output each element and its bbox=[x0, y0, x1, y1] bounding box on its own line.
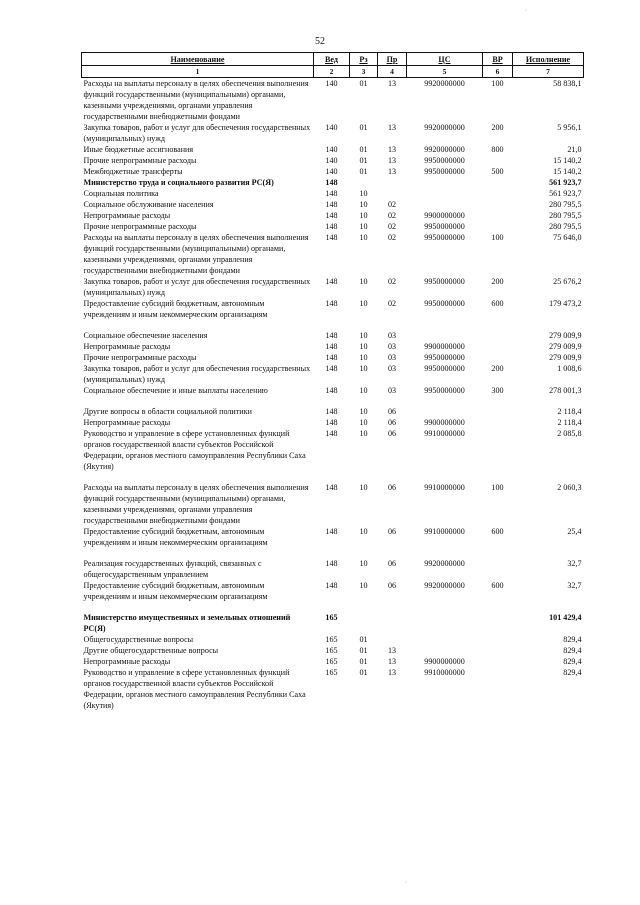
row-pr: 02 bbox=[387, 211, 397, 220]
row-pr: 13 bbox=[387, 657, 397, 666]
row-amount: 32,7 bbox=[567, 559, 582, 568]
row-cs: 9950000000 bbox=[424, 364, 465, 373]
table-row bbox=[82, 526, 584, 548]
row-ved: 140 bbox=[325, 167, 338, 176]
table-row bbox=[82, 363, 584, 385]
table-row bbox=[82, 298, 584, 320]
column-number: 4 bbox=[378, 66, 407, 78]
row-vr: 100 bbox=[491, 79, 504, 88]
row-name: Прочие непрограммные расходы bbox=[83, 156, 197, 165]
row-pr: 13 bbox=[387, 123, 397, 132]
row-cs: 9910000000 bbox=[424, 527, 465, 536]
spacer-row bbox=[82, 396, 584, 406]
row-amount: 2 060,3 bbox=[557, 483, 582, 492]
row-pr: 02 bbox=[387, 277, 397, 286]
row-amount: 2 085,8 bbox=[557, 429, 582, 438]
row-name: Непрограммные расходы bbox=[83, 657, 171, 666]
row-amount: 829,4 bbox=[563, 635, 582, 644]
row-name: Прочие непрограммные расходы bbox=[83, 222, 197, 231]
row-rz: 10 bbox=[359, 581, 368, 590]
table-row bbox=[82, 352, 584, 363]
table-row bbox=[82, 341, 584, 352]
row-pr: 03 bbox=[387, 331, 397, 340]
row-pr: 13 bbox=[387, 79, 397, 88]
row-cs: 9950000000 bbox=[424, 353, 465, 362]
row-cs: 9910000000 bbox=[424, 483, 465, 492]
row-cs bbox=[407, 634, 483, 645]
row-vr bbox=[483, 199, 513, 210]
row-name: Прочие непрограммные расходы bbox=[83, 353, 197, 362]
row-amount: 2 118,4 bbox=[557, 407, 582, 416]
row-vr: 200 bbox=[491, 123, 504, 132]
row-pr: 03 bbox=[387, 386, 397, 395]
row-name: Предоставление субсидий бюджетным, автономным учреждениям и иным некоммерческим организациям bbox=[83, 581, 268, 601]
row-amount: 278 001,3 bbox=[549, 386, 582, 395]
row-vr bbox=[483, 645, 513, 656]
row-rz: 10 bbox=[359, 386, 368, 395]
row-pr bbox=[378, 612, 407, 634]
row-cs: 9900000000 bbox=[424, 657, 465, 666]
row-vr: 600 bbox=[491, 299, 504, 308]
row-pr: 06 bbox=[387, 407, 397, 416]
row-name: Расходы на выплаты персоналу в целях обеспечения выполнения функций государственными (муниципальными) органами, казенными учреждениями, органами управления государственными внебюджетными фондами bbox=[83, 483, 309, 525]
row-vr bbox=[483, 612, 513, 634]
row-vr: 200 bbox=[491, 277, 504, 286]
row-rz: 10 bbox=[359, 527, 368, 536]
table-row bbox=[82, 188, 584, 199]
row-cs: 9950000000 bbox=[424, 277, 465, 286]
row-ved: 140 bbox=[325, 145, 338, 154]
row-cs: 9920000000 bbox=[424, 559, 465, 568]
row-name: Закупка товаров, работ и услуг для обеспечения государственных (муниципальных) нужд bbox=[83, 277, 311, 297]
column-header-amount: Исполнение bbox=[513, 53, 584, 66]
row-ved: 165 bbox=[325, 657, 338, 666]
row-name: Предоставление субсидий бюджетным, автономным учреждениям и иным некоммерческим организациям bbox=[83, 299, 268, 319]
column-header-vr: ВР bbox=[483, 53, 513, 66]
row-rz: 10 bbox=[359, 189, 368, 198]
row-pr bbox=[378, 188, 407, 199]
row-rz: 01 bbox=[359, 123, 368, 132]
row-vr bbox=[483, 667, 513, 711]
row-cs: 9950000000 bbox=[424, 233, 465, 242]
row-name: Другие вопросы в области социальной политики bbox=[83, 407, 252, 416]
row-rz: 10 bbox=[359, 233, 368, 242]
row-cs bbox=[407, 199, 483, 210]
table-row bbox=[82, 221, 584, 232]
row-name: Закупка товаров, работ и услуг для обеспечения государственных (муниципальных) нужд bbox=[83, 364, 311, 384]
row-rz: 01 bbox=[359, 145, 368, 154]
row-name: Социальное обслуживание населения bbox=[83, 200, 214, 209]
row-amount: 2 118,4 bbox=[557, 418, 582, 427]
row-vr: 300 bbox=[491, 386, 504, 395]
table-row bbox=[82, 385, 584, 396]
row-name: Министерство имущественных и земельных отношений РС(Я) bbox=[83, 613, 291, 633]
row-cs: 9950000000 bbox=[424, 156, 465, 165]
row-cs: 9950000000 bbox=[424, 386, 465, 395]
row-ved: 148 bbox=[325, 483, 338, 492]
row-vr: 600 bbox=[491, 527, 504, 536]
row-vr: 200 bbox=[491, 364, 504, 373]
row-ved: 148 bbox=[325, 581, 338, 590]
row-amount: 32,7 bbox=[567, 581, 582, 590]
table-row bbox=[82, 155, 584, 166]
row-rz: 10 bbox=[359, 200, 368, 209]
row-cs: 9950000000 bbox=[424, 299, 465, 308]
row-vr bbox=[483, 330, 513, 341]
row-vr bbox=[483, 428, 513, 472]
row-name: Межбюджетные трансферты bbox=[83, 167, 183, 176]
row-name: Закупка товаров, работ и услуг для обеспечения государственных (муниципальных) нужд bbox=[83, 123, 311, 143]
table-row bbox=[82, 417, 584, 428]
row-ved: 148 bbox=[325, 277, 338, 286]
row-ved: 148 bbox=[325, 222, 338, 231]
table-row bbox=[82, 210, 584, 221]
row-pr: 06 bbox=[387, 418, 397, 427]
row-rz bbox=[350, 177, 378, 188]
row-name: Иные бюджетные ассигнования bbox=[83, 145, 194, 154]
row-amount: 279 009,9 bbox=[549, 353, 582, 362]
row-cs: 9920000000 bbox=[424, 581, 465, 590]
row-vr bbox=[483, 417, 513, 428]
column-number: 7 bbox=[513, 66, 584, 78]
row-name: Министерство труда и социального развития РС(Я) bbox=[83, 178, 274, 187]
row-amount: 829,4 bbox=[563, 657, 582, 666]
row-name: Другие общегосударственные вопросы bbox=[83, 646, 219, 655]
spacer-cell bbox=[82, 396, 584, 406]
row-vr bbox=[483, 188, 513, 199]
row-vr: 100 bbox=[491, 483, 504, 492]
column-header-pr: Пр bbox=[378, 53, 407, 66]
row-name: Расходы на выплаты персоналу в целях обеспечения выполнения функций государственными (муниципальными) органами, казенными учреждениями, органами управления государственными внебюджетными фондами bbox=[83, 233, 309, 275]
row-ved: 148 bbox=[325, 429, 338, 438]
row-vr bbox=[483, 155, 513, 166]
row-rz: 10 bbox=[359, 342, 368, 351]
row-cs: 9950000000 bbox=[424, 222, 465, 231]
row-ved: 148 bbox=[325, 211, 338, 220]
row-rz: 10 bbox=[359, 211, 368, 220]
row-rz: 01 bbox=[359, 167, 368, 176]
header-row bbox=[82, 53, 584, 66]
spacer-cell bbox=[82, 602, 584, 612]
row-ved: 148 bbox=[325, 527, 338, 536]
row-pr: 03 bbox=[387, 364, 397, 373]
row-pr: 02 bbox=[387, 200, 397, 209]
row-amount: 279 009,9 bbox=[549, 331, 582, 340]
row-rz: 10 bbox=[359, 429, 368, 438]
row-amount: 280 795,5 bbox=[549, 200, 582, 209]
column-number: 5 bbox=[407, 66, 483, 78]
row-rz: 01 bbox=[359, 156, 368, 165]
row-vr: 600 bbox=[491, 581, 504, 590]
row-rz: 10 bbox=[359, 559, 368, 568]
row-rz: 10 bbox=[359, 407, 368, 416]
row-cs bbox=[407, 612, 483, 634]
row-ved: 148 bbox=[325, 178, 338, 187]
row-name: Социальная политика bbox=[83, 189, 159, 198]
table-row bbox=[82, 634, 584, 645]
row-amount: 15 140,2 bbox=[553, 167, 582, 176]
table-body bbox=[82, 78, 584, 712]
row-rz bbox=[350, 612, 378, 634]
table-row bbox=[82, 177, 584, 188]
column-header-ved: Вед bbox=[314, 53, 350, 66]
row-pr: 06 bbox=[387, 483, 397, 492]
row-amount: 1 008,6 bbox=[557, 364, 582, 373]
table-row bbox=[82, 199, 584, 210]
spacer-row bbox=[82, 602, 584, 612]
row-ved: 165 bbox=[325, 613, 338, 622]
spacer-row bbox=[82, 548, 584, 558]
column-header-cs: ЦС bbox=[407, 53, 483, 66]
row-ved: 148 bbox=[325, 364, 338, 373]
row-vr bbox=[483, 177, 513, 188]
page-number: 52 bbox=[315, 36, 325, 47]
row-pr bbox=[378, 634, 407, 645]
row-cs bbox=[407, 645, 483, 656]
row-pr: 13 bbox=[387, 156, 397, 165]
table-row bbox=[82, 166, 584, 177]
row-pr: 06 bbox=[387, 581, 397, 590]
row-cs: 9910000000 bbox=[424, 668, 465, 677]
table-row bbox=[82, 612, 584, 634]
row-rz: 01 bbox=[359, 79, 368, 88]
row-pr: 03 bbox=[387, 353, 397, 362]
row-vr: 500 bbox=[491, 167, 504, 176]
row-pr: 06 bbox=[387, 559, 397, 568]
row-name: Предоставление субсидий бюджетным, автономным учреждениям и иным некоммерческим организациям bbox=[83, 527, 268, 547]
row-name: Руководство и управление в сфере установленных функций органов государственной власти субъектов Российской Федерации, органов местного самоуправления Республики Саха (Якутия) bbox=[83, 668, 306, 710]
row-rz: 10 bbox=[359, 353, 368, 362]
row-amount: 280 795,5 bbox=[549, 211, 582, 220]
row-vr: 100 bbox=[491, 233, 504, 242]
table-row bbox=[82, 276, 584, 298]
row-amount: 829,4 bbox=[563, 646, 582, 655]
row-pr: 02 bbox=[387, 299, 397, 308]
row-ved: 140 bbox=[325, 123, 338, 132]
row-ved: 140 bbox=[325, 156, 338, 165]
row-pr: 13 bbox=[387, 167, 397, 176]
row-rz: 01 bbox=[359, 635, 368, 644]
row-rz: 10 bbox=[359, 483, 368, 492]
row-vr bbox=[483, 558, 513, 580]
scan-speck: · bbox=[525, 8, 527, 14]
budget-execution-table bbox=[81, 52, 584, 711]
row-rz: 10 bbox=[359, 418, 368, 427]
row-vr bbox=[483, 634, 513, 645]
row-amount: 829,4 bbox=[563, 668, 582, 677]
row-pr: 02 bbox=[387, 233, 397, 242]
row-vr bbox=[483, 210, 513, 221]
row-rz: 01 bbox=[359, 657, 368, 666]
row-ved: 140 bbox=[325, 79, 338, 88]
table-row bbox=[82, 428, 584, 472]
row-ved: 148 bbox=[325, 189, 338, 198]
table-row bbox=[82, 232, 584, 276]
column-header-name: Наименование bbox=[82, 53, 314, 66]
row-vr bbox=[483, 656, 513, 667]
column-number: 2 bbox=[314, 66, 350, 78]
row-ved: 165 bbox=[325, 635, 338, 644]
row-vr bbox=[483, 341, 513, 352]
row-rz: 10 bbox=[359, 277, 368, 286]
spacer-cell bbox=[82, 472, 584, 482]
row-amount: 21,0 bbox=[567, 145, 582, 154]
row-ved: 165 bbox=[325, 646, 338, 655]
row-rz: 10 bbox=[359, 364, 368, 373]
row-amount: 25 676,2 bbox=[553, 277, 582, 286]
row-ved: 148 bbox=[325, 299, 338, 308]
table-row bbox=[82, 78, 584, 123]
spacer-cell bbox=[82, 320, 584, 330]
row-rz: 01 bbox=[359, 646, 368, 655]
row-ved: 148 bbox=[325, 559, 338, 568]
row-name: Непрограммные расходы bbox=[83, 342, 171, 351]
row-name: Реализация государственных функций, связанных с общегосударственным управлением bbox=[83, 559, 262, 579]
row-ved: 148 bbox=[325, 200, 338, 209]
row-pr bbox=[378, 177, 407, 188]
column-header-rz: Рз bbox=[350, 53, 378, 66]
row-rz: 10 bbox=[359, 299, 368, 308]
scan-speck: · bbox=[405, 880, 407, 886]
row-vr bbox=[483, 406, 513, 417]
row-ved: 148 bbox=[325, 331, 338, 340]
row-ved: 148 bbox=[325, 386, 338, 395]
row-ved: 148 bbox=[325, 233, 338, 242]
row-pr: 03 bbox=[387, 342, 397, 351]
row-cs bbox=[407, 330, 483, 341]
row-pr: 13 bbox=[387, 646, 397, 655]
row-ved: 148 bbox=[325, 407, 338, 416]
row-cs bbox=[407, 406, 483, 417]
spacer-cell bbox=[82, 548, 584, 558]
row-cs: 9900000000 bbox=[424, 418, 465, 427]
table-row bbox=[82, 330, 584, 341]
row-vr: 800 bbox=[491, 145, 504, 154]
row-cs bbox=[407, 188, 483, 199]
row-name: Руководство и управление в сфере установленных функций органов государственной власти субъектов Российской Федерации, органов местного самоуправления Республики Саха (Якутия) bbox=[83, 429, 306, 471]
table-row bbox=[82, 558, 584, 580]
row-amount: 561 923,7 bbox=[549, 189, 582, 198]
row-cs bbox=[407, 177, 483, 188]
row-vr bbox=[483, 352, 513, 363]
row-pr: 06 bbox=[387, 429, 397, 438]
row-pr: 02 bbox=[387, 222, 397, 231]
row-amount: 561 923,7 bbox=[549, 178, 582, 187]
row-name: Непрограммные расходы bbox=[83, 211, 171, 220]
row-name: Социальное обеспечение населения bbox=[83, 331, 208, 340]
row-pr: 13 bbox=[387, 668, 397, 677]
row-cs: 9900000000 bbox=[424, 211, 465, 220]
column-number: 1 bbox=[82, 66, 314, 78]
row-rz: 10 bbox=[359, 222, 368, 231]
row-amount: 15 140,2 bbox=[553, 156, 582, 165]
row-amount: 58 838,1 bbox=[553, 79, 582, 88]
row-amount: 75 646,0 bbox=[553, 233, 582, 242]
row-amount: 101 429,4 bbox=[549, 613, 582, 622]
row-cs: 9920000000 bbox=[424, 145, 465, 154]
table-row bbox=[82, 645, 584, 656]
row-cs: 9900000000 bbox=[424, 342, 465, 351]
spacer-row bbox=[82, 320, 584, 330]
row-amount: 25,4 bbox=[567, 527, 582, 536]
row-ved: 148 bbox=[325, 342, 338, 351]
row-ved: 148 bbox=[325, 353, 338, 362]
row-name: Расходы на выплаты персоналу в целях обеспечения выполнения функций государственными (муниципальными) органами, казенными учреждениями, органами управления государственными внебюджетными фондами bbox=[83, 79, 309, 121]
row-amount: 280 795,5 bbox=[549, 222, 582, 231]
table-row bbox=[82, 580, 584, 602]
table-row bbox=[82, 144, 584, 155]
spacer-row bbox=[82, 472, 584, 482]
row-name: Общегосударственные вопросы bbox=[83, 635, 194, 644]
row-cs: 9920000000 bbox=[424, 123, 465, 132]
row-cs: 9910000000 bbox=[424, 429, 465, 438]
row-ved: 148 bbox=[325, 418, 338, 427]
table-row bbox=[82, 482, 584, 526]
column-number: 3 bbox=[350, 66, 378, 78]
column-number-row bbox=[82, 66, 584, 78]
table-row bbox=[82, 406, 584, 417]
column-number: 6 bbox=[483, 66, 513, 78]
row-pr: 13 bbox=[387, 145, 397, 154]
row-name: Непрограммные расходы bbox=[83, 418, 171, 427]
row-cs: 9950000000 bbox=[424, 167, 465, 176]
row-name: Социальное обеспечение и иные выплаты населению bbox=[83, 386, 268, 395]
row-vr bbox=[483, 221, 513, 232]
table-row bbox=[82, 667, 584, 711]
table-row bbox=[82, 122, 584, 144]
row-amount: 5 956,1 bbox=[557, 123, 582, 132]
row-amount: 279 009,9 bbox=[549, 342, 582, 351]
row-ved: 165 bbox=[325, 668, 338, 677]
table-row bbox=[82, 656, 584, 667]
row-cs: 9920000000 bbox=[424, 79, 465, 88]
row-rz: 01 bbox=[359, 668, 368, 677]
row-amount: 179 473,2 bbox=[549, 299, 582, 308]
row-rz: 10 bbox=[359, 331, 368, 340]
row-pr: 06 bbox=[387, 527, 397, 536]
